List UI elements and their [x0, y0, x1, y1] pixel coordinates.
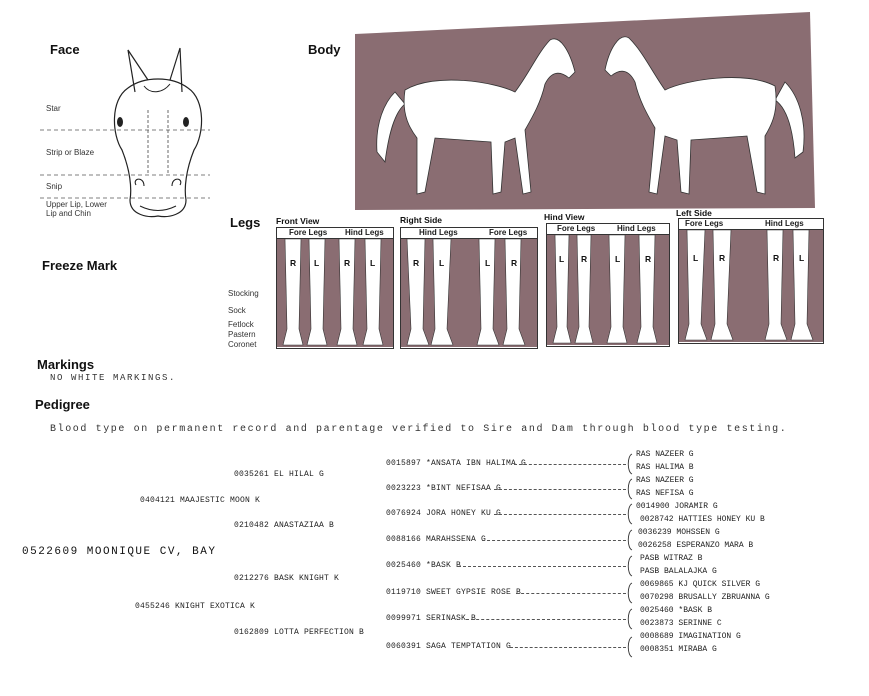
level-stocking: Stocking: [228, 289, 259, 298]
markings-heading: Markings: [37, 357, 95, 372]
hind-letter-4: R: [645, 254, 652, 264]
leg-panel-right: [400, 227, 538, 349]
pedigree-gggp-1: RAS NAZEER G: [636, 450, 694, 459]
right-letter-1: R: [413, 258, 420, 268]
left-letter-3: R: [773, 253, 780, 263]
level-coronet: Coronet: [228, 340, 257, 349]
body-diagram: [355, 12, 815, 210]
pedigree-ggp-2: 0023223 *BINT NEFISAA G: [386, 484, 502, 493]
face-label-star: Star: [46, 104, 61, 113]
right-letter-4: R: [511, 258, 518, 268]
level-sock: Sock: [228, 306, 246, 315]
hind-letter-1: L: [559, 254, 565, 264]
right-left-label: Hind Legs: [419, 228, 458, 237]
pedigree-gggp-2: RAS HALIMA B: [636, 463, 694, 472]
pedigree-gp-1: 0035261 EL HILAL G: [234, 470, 325, 479]
pedigree-gggp-3: RAS NAZEER G: [636, 476, 694, 485]
view-title-right: Right Side: [400, 215, 443, 225]
left-letter-4: L: [799, 253, 805, 263]
view-title-hind: Hind View: [544, 212, 585, 222]
pedigree-gggp-9: PASB WITRAZ B: [640, 554, 703, 563]
face-label-strip: Strip or Blaze: [46, 148, 95, 157]
pedigree-gggp-5: 0014900 JORAMIR G: [636, 502, 718, 511]
face-label-snip: Snip: [46, 182, 63, 191]
body-heading: Body: [308, 42, 341, 57]
legs-heading: Legs: [230, 215, 261, 230]
pedigree-ggp-3: 0076924 JORA HONEY KU G: [386, 509, 502, 518]
pedigree-gp-2: 0210482 ANASTAZIAA B: [234, 521, 335, 530]
right-right-label: Fore Legs: [489, 228, 528, 237]
leg-panel-left: [678, 218, 824, 344]
pedigree-heading: Pedigree: [35, 397, 90, 412]
left-letter-1: L: [693, 253, 699, 263]
pedigree-dam: 0455246 KNIGHT EXOTICA K: [135, 602, 256, 611]
pedigree-ggp-4: 0088166 MARAHSSENA G: [386, 535, 487, 544]
pedigree-gggp-6: 0028742 HATTIES HONEY KU B: [640, 515, 765, 524]
pedigree-ggp-8: 0060391 SAGA TEMPTATION G: [386, 642, 512, 651]
front-letter-4: L: [370, 258, 376, 268]
markings-value: NO WHITE MARKINGS.: [50, 373, 177, 383]
pedigree-gggp-10: PASB BALALAJKA G: [640, 567, 717, 576]
level-fetlock: Fetlock: [228, 320, 254, 329]
pedigree-sire: 0404121 MAAJESTIC MOON K: [140, 496, 261, 505]
pedigree-gggp-4: RAS NEFISA G: [636, 489, 694, 498]
left-letter-2: R: [719, 253, 726, 263]
pedigree-gp-3: 0212276 BASK KNIGHT K: [234, 574, 340, 583]
pedigree-ggp-6: 0119710 SWEET GYPSIE ROSE B: [386, 588, 522, 597]
pedigree-gggp-8: 0026258 ESPERANZO MARA B: [638, 541, 754, 550]
left-left-label: Fore Legs: [685, 219, 724, 228]
pedigree-gggp-14: 0023873 SERINNE C: [640, 619, 722, 628]
hind-left-label: Fore Legs: [557, 224, 596, 233]
left-right-label: Hind Legs: [765, 219, 804, 228]
hind-letter-2: R: [581, 254, 588, 264]
view-title-front: Front View: [276, 216, 320, 226]
pedigree-ggp-5: 0025460 *BASK B: [386, 561, 462, 570]
pedigree-gggp-7: 0036239 MOHSSEN G: [638, 528, 720, 537]
pedigree-gggp-13: 0025460 *BASK B: [640, 606, 713, 615]
front-letter-2: L: [314, 258, 320, 268]
front-letter-1: R: [290, 258, 297, 268]
pedigree-gggp-11: 0069865 KJ QUICK SILVER G: [640, 580, 761, 589]
face-label-lip-1: Upper Lip, Lower: [46, 200, 107, 209]
pedigree-note: Blood type on permanent record and parentage verified to Sire and Dam through blood type testing.: [50, 424, 788, 435]
pedigree-gggp-16: 0008351 MIRABA G: [640, 645, 717, 654]
pedigree-gp-4: 0162809 LOTTA PERFECTION B: [234, 628, 365, 637]
view-title-left: Left Side: [676, 208, 712, 218]
pedigree-gggp-12: 0070298 BRUSALLY ZBRUANNA G: [640, 593, 770, 602]
pedigree-ggp-1: 0015897 *ANSATA IBN HALIMA G: [386, 459, 527, 468]
freeze-mark-heading: Freeze Mark: [42, 258, 118, 273]
right-letter-2: L: [439, 258, 445, 268]
hind-right-label: Hind Legs: [617, 224, 656, 233]
pedigree-brackets: [624, 452, 636, 662]
right-letter-3: L: [485, 258, 491, 268]
hind-letter-3: L: [615, 254, 621, 264]
leg-panel-front: [276, 227, 394, 349]
level-pastern: Pastern: [228, 330, 256, 339]
face-label-lip-2: Lip and Chin: [46, 209, 91, 218]
pedigree-subject: 0522609 MOONIQUE CV, BAY: [22, 546, 217, 558]
front-left-label: Fore Legs: [289, 228, 328, 237]
front-letter-3: R: [344, 258, 351, 268]
pedigree-ggp-7: 0099971 SERINASK B: [386, 614, 477, 623]
pedigree-gggp-15: 0008689 IMAGINATION G: [640, 632, 741, 641]
leg-panel-hind: [546, 223, 670, 347]
front-right-label: Hind Legs: [345, 228, 384, 237]
face-heading: Face: [50, 42, 80, 57]
